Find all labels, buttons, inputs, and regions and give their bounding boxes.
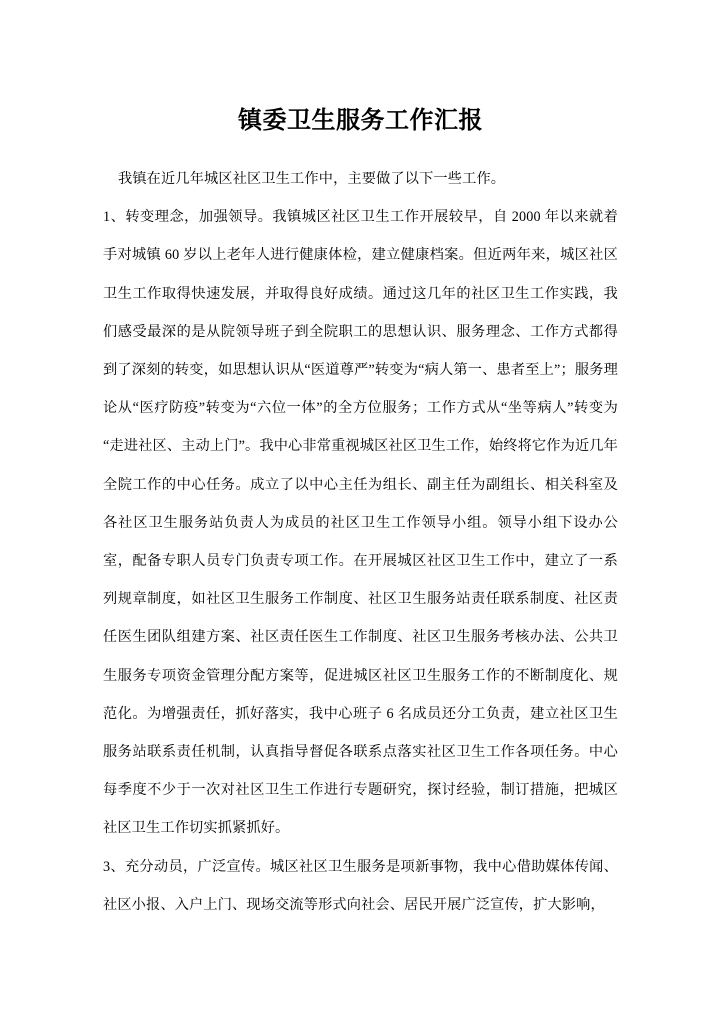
paragraph-item-3: 3、充分动员，广泛宣传。城区社区卫生服务是项新事物，我中心借助媒体传闻、社区小报、入户上门、现场交流等形式向社会、居民开展广泛宣传，扩大影响， bbox=[103, 858, 618, 913]
paragraph-item-1: 1、转变理念，加强领导。我镇城区社区卫生工作开展较早，自 2000 年以来就着手对城镇 60 岁以上老年人进行健康体检，建立健康档案。但近两年来，城区社区卫生工作取得快速发展，并取得良好成绩。通过这几年的社区卫生工作实践，我们感受最深的是从院领导班子到全院职工的思想认识、服务理念、工作方式都得到了深刻的转变，如思想认识从“医道尊严”转变为“病人第一、患者至上”；服务理论从“医疗防疫”转变为“六位一体”的全方位服务；工作方式从“坐等病人”转变为“走进社区、主动上门”。我中心非常重视城区社区卫生工作，始终将它作为近几年全院工作的中心任务。成立了以中心主任为组长、副主任为副组长、相关科室及各社区卫生服务站负责人为成员的社区卫生工作领导小组。领导小组下设办公室，配备专职人员专门负责专项工作。在开展城区社区卫生工作中，建立了一系列规章制度，如社区卫生服务工作制度、社区卫生服务站责任联系制度、社区责任医生团队组建方案、社区责任医生工作制度、社区卫生服务考核办法、公共卫生服务专项资金管理分配方案等，促进城区社区卫生服务工作的不断制度化、规范化。为增强责任，抓好落实，我中心班子 6 名成员还分工负责，建立社区卫生服务站联系责任机制，认真指导督促各联系点落实社区卫生工作各项任务。中心每季度不少于一次对社区卫生工作进行专题研究，探讨经验，制订措施，把城区社区卫生工作切实抓紧抓好。 bbox=[103, 209, 618, 837]
page-title: 镇委卫生服务工作汇报 bbox=[238, 108, 483, 135]
paragraph-intro: 我镇在近几年城区社区卫生工作中，主要做了以下一些工作。 bbox=[118, 171, 506, 187]
document-body bbox=[103, 160, 618, 924]
